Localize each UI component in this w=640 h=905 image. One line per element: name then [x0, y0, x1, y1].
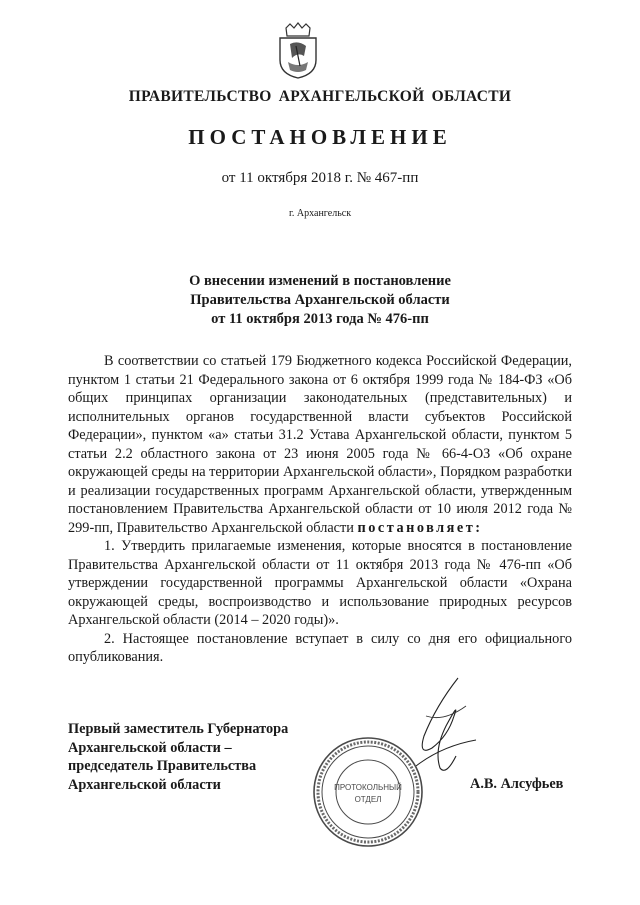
preamble-paragraph [68, 352, 572, 537]
position-line-2: Архангельской области – [68, 739, 232, 756]
preamble-text: В соответствии со статьей 179 Бюджетного кодекса Российской Федерации, пунктом 1 статьи 21 Федерального закона от 6 октября 1999 года № 184-ФЗ «Об общих принципах организации законодательных (представительных) и исполнительных органов государственной власти субъектов Российской Федерации», пунктом «а» статьи 31.2 Устава Архангельской области, пунктом 5 статьи 2.2 областного закона от 23 июня 2005 года № 66-4-ОЗ «Об охране окружающей среды на территории Архангельской области», Порядком разработки и реализации государственных программ Архангельской области, утвержденным постановлением Правительства Архангельской области от 10 июля 2012 года № 299-пп, Правительство Архангельской области [68, 353, 572, 536]
decree-word: постановляет: [357, 519, 483, 536]
document-title [60, 272, 580, 329]
position-line-4: Архангельской области [68, 776, 221, 793]
stamp-inner-line-1: ПРОТОКОЛЬНЫЙ [334, 783, 402, 792]
document-date-number: от 11 октября 2018 г. № 467-пп [221, 170, 419, 186]
official-stamp [312, 736, 424, 848]
signer-position [68, 720, 288, 794]
position-line-3: председатель Правительства [68, 758, 257, 774]
position-line-1: Первый заместитель Губернатора [68, 721, 289, 737]
signer-name: А.В. Алсуфьев [470, 776, 564, 792]
document-type: ПОСТАНОВЛЕНИЕ [188, 125, 452, 149]
stamp-inner-line-2: ОТДЕЛ [354, 795, 382, 804]
government-name: ПРАВИТЕЛЬСТВО АРХАНГЕЛЬСКОЙ ОБЛАСТИ [128, 88, 512, 105]
document-city: г. Архангельск [288, 208, 352, 219]
coat-of-arms-icon [276, 22, 320, 80]
title-line-3: от 11 октября 2013 года № 476-пп [211, 311, 429, 327]
title-line-1: О внесении изменений в постановление [189, 273, 451, 289]
title-line-2: Правительства Архангельской области [190, 292, 450, 308]
document-body [68, 352, 572, 667]
item-2-paragraph: 2. Настоящее постановление вступает в силу со дня его официального опубликования. [68, 630, 572, 665]
item-1-paragraph: 1. Утвердить прилагаемые изменения, которые вносятся в постановление Правительства Архангельской области от 11 октября 2013 года № 476-пп «Об утверждении государственной программы Архангельской области «Охрана окружающей среды, воспроизводство и использование природных ресурсов Архангельской области (2014 – 2020 годы)». [68, 538, 572, 628]
